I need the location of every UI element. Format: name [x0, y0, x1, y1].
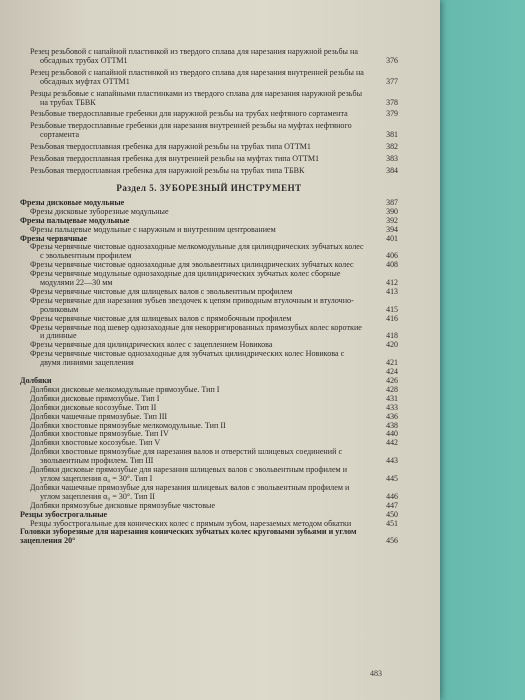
toc-entry-page: 390: [386, 206, 398, 216]
toc-entry: [20, 143, 398, 152]
toc-entry-title: Фрезы червячные для нарезания зубьев звездочек к цепям приводным втулочным и втулочно-роликовым: [30, 295, 354, 314]
toc-entry-page: 450: [386, 509, 398, 519]
toc-entry-title: Долбяки дисковые прямозубые для нарезания шлицевых валов с эвольвентным профилем и углом зацепления α₀ = 30°. Тип I: [30, 465, 348, 483]
toc-entry-title: Резьбовая твердосплавная гребенка для внутренней резьбы на муфтах типа ОТТМ1: [30, 154, 320, 164]
toc-entry-page: 456: [386, 536, 398, 546]
toc-entry-page: 438: [386, 420, 398, 430]
toc-entry-page: 408: [386, 260, 398, 270]
toc-entry-title: Фрезы червячные чистовые однозаходные для эвольвентных цилиндрических зубчатых колес: [30, 260, 354, 270]
toc-entry-page: 382: [386, 142, 398, 152]
toc-entry: [20, 122, 398, 140]
toc-entry-title: Резец резьбовой с напайной пластинкой из твердого сплава для нарезания наружной резьбы на обсадных трубах ОТТМ1: [30, 47, 358, 65]
toc-entry-title: Фрезы дисковые зуборезные модульные: [30, 206, 169, 216]
toc-entry-page: 426: [386, 376, 398, 385]
toc-entry-page: 377: [386, 76, 398, 86]
toc-entry-title: Резцы резьбовые с напайными пластинками из твердого сплава для нарезания наружной резьбы на трубах ТБВК: [30, 88, 363, 107]
toc-entry-page: 401: [386, 233, 398, 243]
toc-entry: [20, 48, 398, 66]
toc-entry-page: 378: [386, 97, 398, 107]
toc-entry-page: 384: [386, 165, 398, 175]
toc-entry-page: 416: [386, 313, 398, 323]
toc-entry-title: Фрезы червячные чистовые однозаходные мелкомодульные для цилиндрических зубчатых колес с эвольвентным профилем: [30, 242, 364, 261]
toc-entry-page: 431: [386, 393, 398, 403]
toc-entry-title: Фрезы червячные для цилиндрических колес с зацеплением Новикова: [30, 340, 273, 350]
toc-entry-page: 451: [386, 518, 398, 528]
toc-entry-title: Фрезы пальцевые модульные: [20, 215, 130, 225]
toc-entry-page: 420: [386, 340, 398, 350]
toc-entry: [20, 167, 398, 176]
table-of-contents: [20, 48, 398, 546]
toc-entry-page: 392: [386, 215, 398, 225]
toc-entry-page: 383: [386, 154, 398, 164]
toc-entry: [20, 484, 398, 502]
toc-entry-page: 413: [386, 286, 398, 296]
toc-entry-title: Долбяки хвостовые косозубые. Тип V: [30, 438, 161, 448]
toc-entry-title: Резьбовая твердосплавная гребенка для наружной резьбы на трубах типа ТБВК: [30, 165, 305, 175]
toc-entry: [20, 528, 398, 546]
toc-entry-title: Головки зуборезные для нарезания конических зубчатых колес круговыми зубьями и углом зацепления 20°: [20, 527, 357, 546]
toc-entry-page: 406: [386, 251, 398, 261]
toc-entry-page: 424: [386, 367, 398, 377]
toc-entry-page: 412: [386, 278, 398, 288]
toc-entry: [20, 90, 398, 108]
toc-entry-title: Резьбовые твердосплавные гребенки для нарезания внутренней резьбы на муфтах нефтяного сортамента: [30, 121, 352, 140]
toc-entry-title: Резцы зубострогальные для конических колес с прямым зубом, нарезаемых методом обкатки: [30, 518, 352, 528]
toc-entry-title: Фрезы червячные чистовые для шлицевых валов с прямобочным профилем: [30, 313, 292, 323]
toc-entry-title: Резьбовая твердосплавная гребенка для наружной резьбы на трубах типа ОТТМ1: [30, 142, 311, 152]
toc-entry-title: Фрезы червячные модульные однозаходные для цилиндрических зубчатых колес сборные модулями 22—30 мм: [30, 269, 341, 288]
toc-entry-page: 421: [386, 358, 398, 368]
toc-entry-page: 446: [386, 491, 398, 501]
toc-entry-title: Резцы зубострогальные: [20, 509, 108, 519]
toc-entry: [20, 155, 398, 164]
toc-entry: [20, 297, 398, 315]
toc-entry-page: 433: [386, 402, 398, 412]
toc-entry-title: Резец резьбовой с напайной пластинкой из твердого сплава для нарезания внутренней резьбы на обсадных муфтах ОТТМ1: [30, 67, 364, 86]
toc-entry-title: Фрезы червячные чистовые однозаходные для зубчатых цилиндрических колес Новикова с двумя линиями зацепления: [30, 349, 345, 368]
toc-entry-page: 387: [386, 197, 398, 207]
toc-entry-page: 418: [386, 331, 398, 341]
toc-entry: [20, 350, 398, 368]
toc-entry-title: Долбяки чашечные прямозубые для нарезания шлицевых валов с эвольвентным профилем и углом зацепления α₀ = 30°. Тип II: [30, 482, 350, 501]
toc-entry: [20, 368, 398, 377]
toc-entry-title: Долбяки дисковые прямозубые. Тип I: [30, 393, 160, 403]
toc-entry-title: Фрезы дисковые модульные: [20, 197, 125, 207]
toc-entry-page: 415: [386, 304, 398, 314]
toc-entry-page: 394: [386, 224, 398, 234]
toc-entry-page: 381: [386, 130, 398, 140]
toc-entry-page: 440: [386, 429, 398, 439]
toc-entry-page: 436: [386, 411, 398, 421]
toc-entry-title: Долбяки хвостовые прямозубые. Тип IV: [30, 429, 169, 439]
toc-entry-page: 447: [386, 500, 398, 510]
toc-entry: [20, 324, 398, 342]
toc-entry-page: 443: [386, 456, 398, 466]
toc-entry-title: Фрезы червячные чистовые для шлицевых валов с эвольвентным профилем: [30, 286, 293, 296]
toc-entry: [20, 110, 398, 119]
toc-entry-title: Фрезы червячные: [20, 233, 88, 243]
toc-entry-title: Долбяки чашечные прямозубые. Тип III: [30, 411, 168, 421]
toc-entry-title: Долбяки дисковые косозубые. Тип II: [30, 402, 157, 412]
toc-entry: [20, 270, 398, 288]
toc-entry: [20, 448, 398, 466]
toc-entry-page: 445: [386, 473, 398, 483]
page-number: 483: [370, 669, 382, 678]
toc-entry-title: Долбяки хвостовые прямозубые мелкомодульные. Тип II: [30, 420, 226, 430]
toc-entry: [20, 69, 398, 87]
toc-entry: [20, 466, 398, 484]
toc-entry-page: 442: [386, 438, 398, 448]
toc-entry-title: Фрезы червячные под шевер однозаходные для некорригированных прямозубых колес короткие и длинные: [30, 322, 362, 341]
toc-entry-title: Долбяки прямозубые дисковые прямозубые чистовые: [30, 500, 216, 510]
toc-entry: [20, 243, 398, 261]
toc-entry-title: Долбяки: [20, 376, 52, 385]
toc-entry-page: 379: [386, 109, 398, 119]
toc-entry-title: Долбяки дисковые мелкомодульные прямозубые. Тип I: [30, 384, 220, 394]
toc-entry-title: Долбяки хвостовые прямозубые для нарезания валов и отверстий шлицевых соединений с эвольвентным профилем. Тип III: [30, 447, 343, 466]
section-heading: Раздел 5. ЗУБОРЕЗНЫЙ ИНСТРУМЕНТ: [116, 182, 302, 193]
toc-entry-title: Фрезы пальцевые модульные с наружным и внутренним центрованием: [30, 224, 276, 234]
toc-entry-title: Резьбовые твердосплавные гребенки для наружной резьбы на трубах нефтяного сортамента: [30, 109, 348, 119]
toc-entry-page: 428: [386, 384, 398, 394]
toc-entry-page: 376: [386, 55, 398, 65]
